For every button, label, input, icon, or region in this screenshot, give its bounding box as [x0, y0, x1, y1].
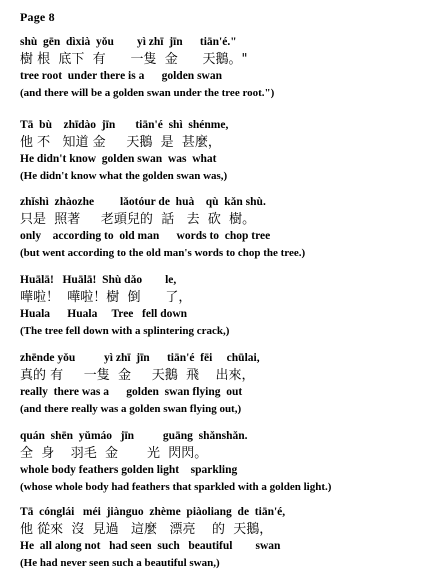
pinyin-line: Tā bù zhīdào jīn tiān'é shì shénme,: [20, 119, 229, 131]
pinyin-line: Huālā! Huālā! Shù dǎo le,: [20, 274, 177, 286]
pinyin-line: quán shēn yǔmáo jīn guāng shǎnshǎn.: [20, 430, 248, 442]
pinyin-line: shù gēn dìxià yǒu yì zhī jīn tiān'é.": [20, 36, 237, 48]
stanza-4: [20, 272, 419, 340]
translation-line: (He didn't know what the golden swan was,): [20, 170, 228, 182]
pinyin-line: zhǐshì zhàozhe lǎotóur de huà qù kǎn shù.: [20, 196, 266, 208]
stanza-3: [20, 194, 419, 262]
chinese-line: 只是 照著 老頭兒的 話 去 砍 樹。: [20, 212, 256, 227]
chinese-line: 他 從來 沒 見過 這麼 漂亮 的 天鵝，: [20, 522, 273, 537]
stanza-5: [20, 350, 419, 418]
translation-line: (He had never seen such a beautiful swan,): [20, 557, 220, 569]
pinyin-line: Tā cónglái méi jiànguo zhème piàoliang de tiān'é,: [20, 506, 286, 518]
stanza-6: [20, 428, 419, 496]
chinese-line: 他 不 知道 金 天鵝 是 甚麼，: [20, 135, 221, 150]
stanza-7: [20, 504, 419, 572]
stanza-1: [20, 34, 419, 102]
gloss-line: really there was a golden swan flying out: [20, 386, 243, 398]
gloss-line: Huala Huala Tree fell down: [20, 308, 188, 320]
stanza-2: [20, 117, 419, 185]
gloss-line: He all along not had seen such beautiful swan: [20, 540, 281, 552]
gloss-line: tree root under there is a golden swan: [20, 70, 222, 82]
translation-line: (and there really was a golden swan flying out,): [20, 403, 242, 415]
translation-line: (The tree fell down with a splintering crack,): [20, 325, 230, 337]
pinyin-line: zhēnde yǒu yì zhī jīn tiān'é fēi chūlai,: [20, 352, 260, 364]
translation-line: (but went according to the old man's words to chop the tree.): [20, 247, 306, 259]
gloss-line: only according to old man words to chop tree: [20, 230, 271, 242]
page-number: Page 8: [20, 10, 55, 24]
translation-line: (whose whole body had feathers that sparkled with a golden light.): [20, 481, 332, 493]
gloss-line: He didn't know golden swan was what: [20, 153, 217, 165]
chinese-line: 樹 根 底下 有 一隻 金 天鵝。": [20, 52, 248, 67]
chinese-line: 全 身 羽毛 金 光 閃閃。: [20, 446, 208, 461]
chinese-line: 真的 有 一隻 金 天鵝 飛 出來，: [20, 368, 255, 383]
gloss-line: whole body feathers golden light sparkling: [20, 464, 238, 476]
translation-line: (and there will be a golden swan under the tree root."): [20, 87, 275, 99]
chinese-line: 嘩啦！ 嘩啦！樹 倒 了，: [20, 290, 192, 305]
